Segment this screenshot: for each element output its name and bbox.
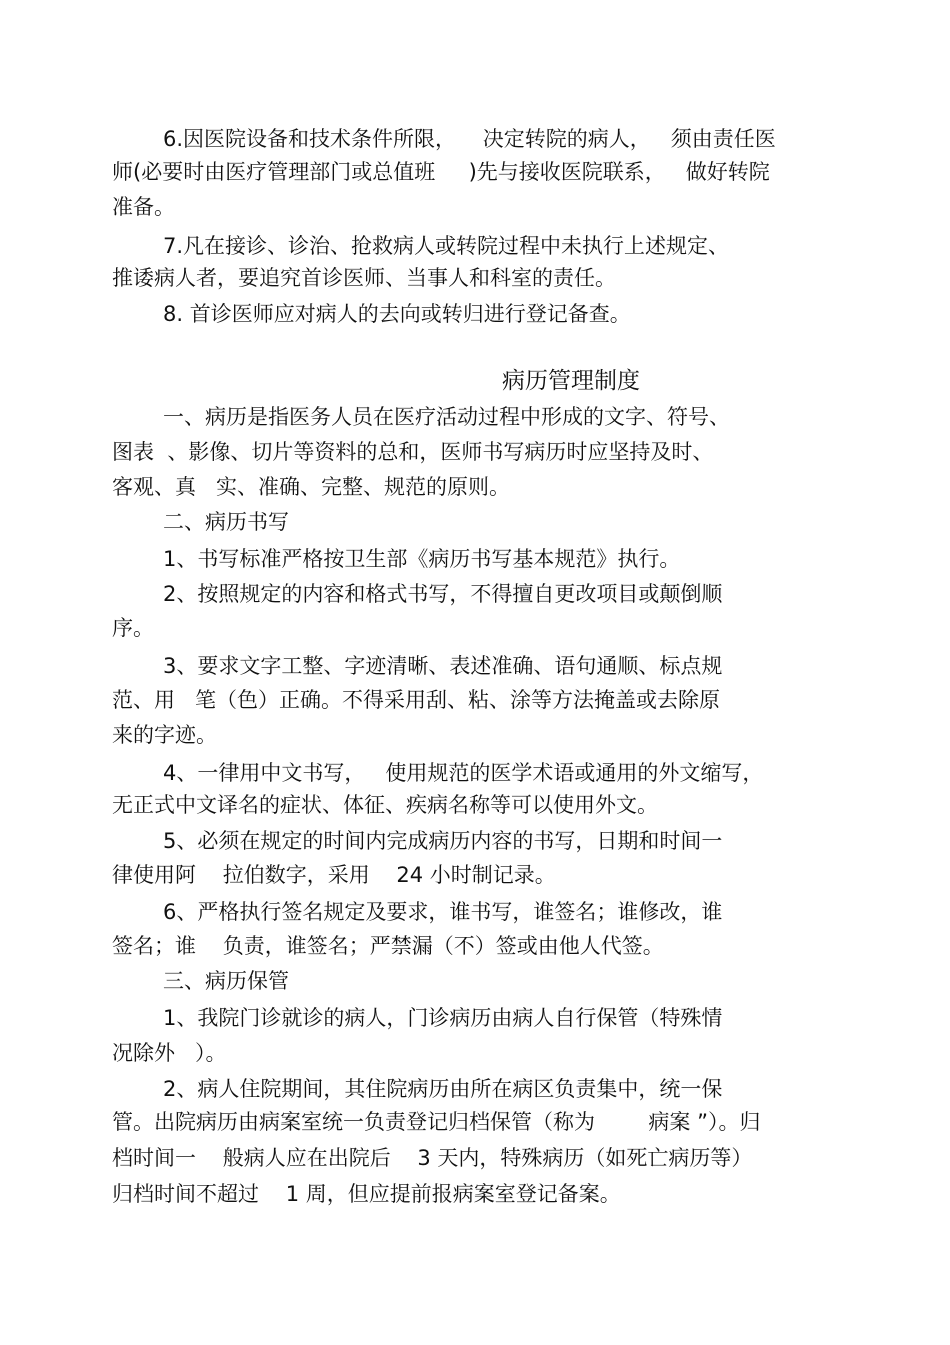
paragraph-line: 范、用 笔（色）正确。不得采用刮、粘、涂等方法掩盖或去除原 — [112, 688, 721, 712]
paragraph-line: 客观、真 实、准确、完整、规范的原则。 — [112, 475, 511, 499]
paragraph-line: 4、一律用中文书写， 使用规范的医学术语或通用的外文缩写， — [163, 761, 764, 785]
paragraph-line: 况除外 ）。 — [112, 1041, 227, 1065]
paragraph-line: 2、按照规定的内容和格式书写，不得擅自更改项目或颠倒顺 — [163, 582, 723, 606]
paragraph-line: 5、必须在规定的时间内完成病历内容的书写，日期和时间一 — [163, 829, 723, 853]
paragraph-line: 1、书写标准严格按卫生部《病历书写基本规范》执行。 — [163, 547, 681, 571]
paragraph-line: 无正式中文译名的症状、体征、疾病名称等可以使用外文。 — [112, 793, 658, 817]
paragraph-line: 律使用阿 拉伯数字，采用 24 小时制记录。 — [112, 863, 556, 887]
paragraph-line: 8. 首诊医师应对病人的去向或转归进行登记备查。 — [163, 302, 631, 326]
paragraph-line: 签名；谁 负责，谁签名；严禁漏（不）签或由他人代签。 — [112, 934, 664, 958]
paragraph-line: 6、严格执行签名规定及要求，谁书写，谁签名；谁修改，谁 — [163, 900, 723, 924]
paragraph-line: 师(必要时由医疗管理部门或总值班 )先与接收医院联系， 做好转院 — [112, 160, 770, 184]
paragraph-line: 一、病历是指医务人员在医疗活动过程中形成的文字、符号、 — [163, 405, 730, 429]
subsection-heading: 三、病历保管 — [163, 969, 289, 993]
paragraph-line: 6.因医院设备和技术条件所限， 决定转院的病人， 须由责任医 — [163, 127, 776, 151]
paragraph-line: 归档时间不超过 1 周，但应提前报病案室登记备案。 — [112, 1182, 621, 1206]
paragraph-line: 准备。 — [112, 195, 175, 219]
paragraph-line: 1、我院门诊就诊的病人，门诊病历由病人自行保管（特殊情 — [163, 1006, 723, 1030]
paragraph-line: 图表 、影像、切片等资料的总和，医师书写病历时应坚持及时、 — [112, 440, 714, 464]
paragraph-line: 管。出院病历由病案室统一负责登记归档保管（称为 病案 ”）。归 — [112, 1110, 761, 1134]
subsection-heading: 二、病历书写 — [163, 510, 289, 534]
paragraph-line: 推诿病人者，要追究首诊医师、当事人和科室的责任。 — [112, 266, 616, 290]
paragraph-line: 序。 — [112, 616, 154, 640]
paragraph-line: 档时间一 般病人应在出院后 3 天内，特殊病历（如死亡病历等） — [112, 1146, 753, 1170]
paragraph-line: 来的字迹。 — [112, 723, 217, 747]
paragraph-line: 2、病人住院期间，其住院病历由所在病区负责集中，统一保 — [163, 1077, 723, 1101]
section-title: 病历管理制度 — [502, 368, 640, 394]
paragraph-line: 3、要求文字工整、字迹清晰、表述准确、语句通顺、标点规 — [163, 654, 723, 678]
paragraph-line: 7.凡在接诊、诊治、抢救病人或转院过程中未执行上述规定、 — [163, 234, 730, 258]
